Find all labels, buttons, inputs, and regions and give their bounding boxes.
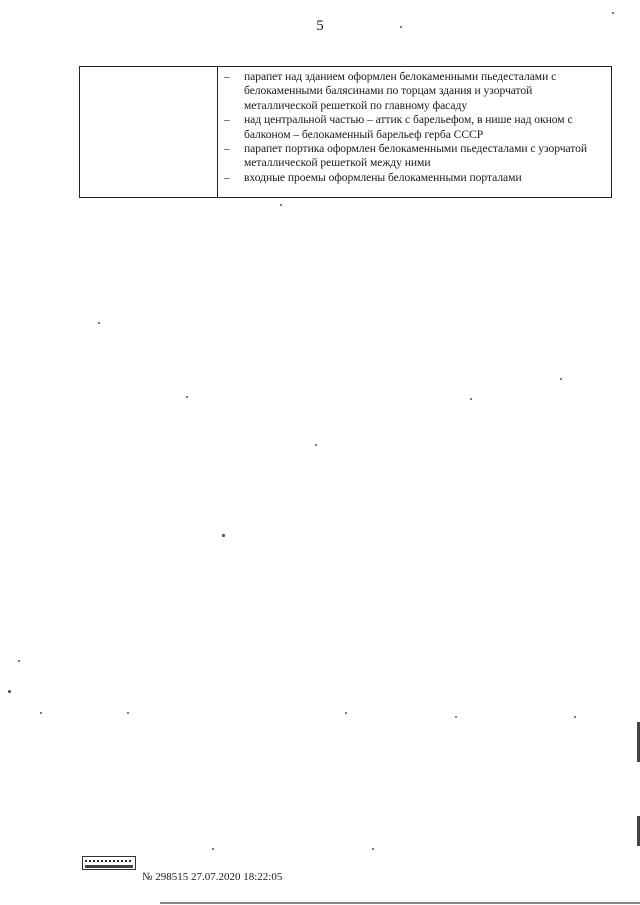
- list-item: [218, 171, 605, 185]
- scan-speck: [560, 378, 562, 380]
- registration-stamp: [82, 856, 136, 870]
- dash-marker: –: [224, 170, 230, 184]
- list-item-text: над центральной частью – аттик с барельефом, в нише над окном с балконом – белокаменный барельеф герба СССР: [244, 113, 573, 141]
- monument-features-table: [79, 66, 612, 198]
- scan-speck: [18, 660, 20, 662]
- scan-speck: [280, 204, 282, 206]
- scan-speck: [372, 848, 374, 850]
- scan-speck: [574, 716, 576, 718]
- scan-speck: [222, 534, 225, 537]
- scan-speck: [212, 848, 214, 850]
- scan-speck: [345, 712, 347, 714]
- list-item: [218, 113, 605, 142]
- document-registration-mark: № 298515 27.07.2020 18:22:05: [142, 871, 283, 883]
- list-item-text: входные проемы оформлены белокаменными порталами: [244, 170, 522, 184]
- scan-speck: [315, 444, 317, 446]
- page-number: 5: [316, 18, 324, 34]
- list-item-text: парапет над зданием оформлен белокаменными пьедесталами с белокаменными балясинами по торцам здания и узорчатой металлической решеткой по главному фасаду: [244, 70, 557, 112]
- table-left-cell: [80, 67, 218, 197]
- list-item: [218, 142, 605, 171]
- dash-marker: –: [224, 70, 230, 83]
- scan-speck: [612, 12, 614, 14]
- scan-speck: [470, 398, 472, 400]
- dash-marker: –: [224, 142, 230, 156]
- scan-speck: [40, 712, 42, 714]
- scan-speck: [98, 322, 100, 324]
- scan-speck: [400, 26, 402, 28]
- scan-bottom-edge: [160, 902, 640, 904]
- scan-speck: [455, 716, 457, 718]
- scan-speck: [127, 712, 129, 714]
- table-right-cell: [218, 67, 611, 185]
- list-item-text: парапет портика оформлен белокаменными пьедесталами с узорчатой металлической решеткой между ними: [244, 142, 588, 170]
- dash-marker: –: [224, 113, 230, 127]
- scan-speck: [8, 690, 11, 693]
- list-item: [218, 70, 605, 113]
- scan-speck: [186, 396, 188, 398]
